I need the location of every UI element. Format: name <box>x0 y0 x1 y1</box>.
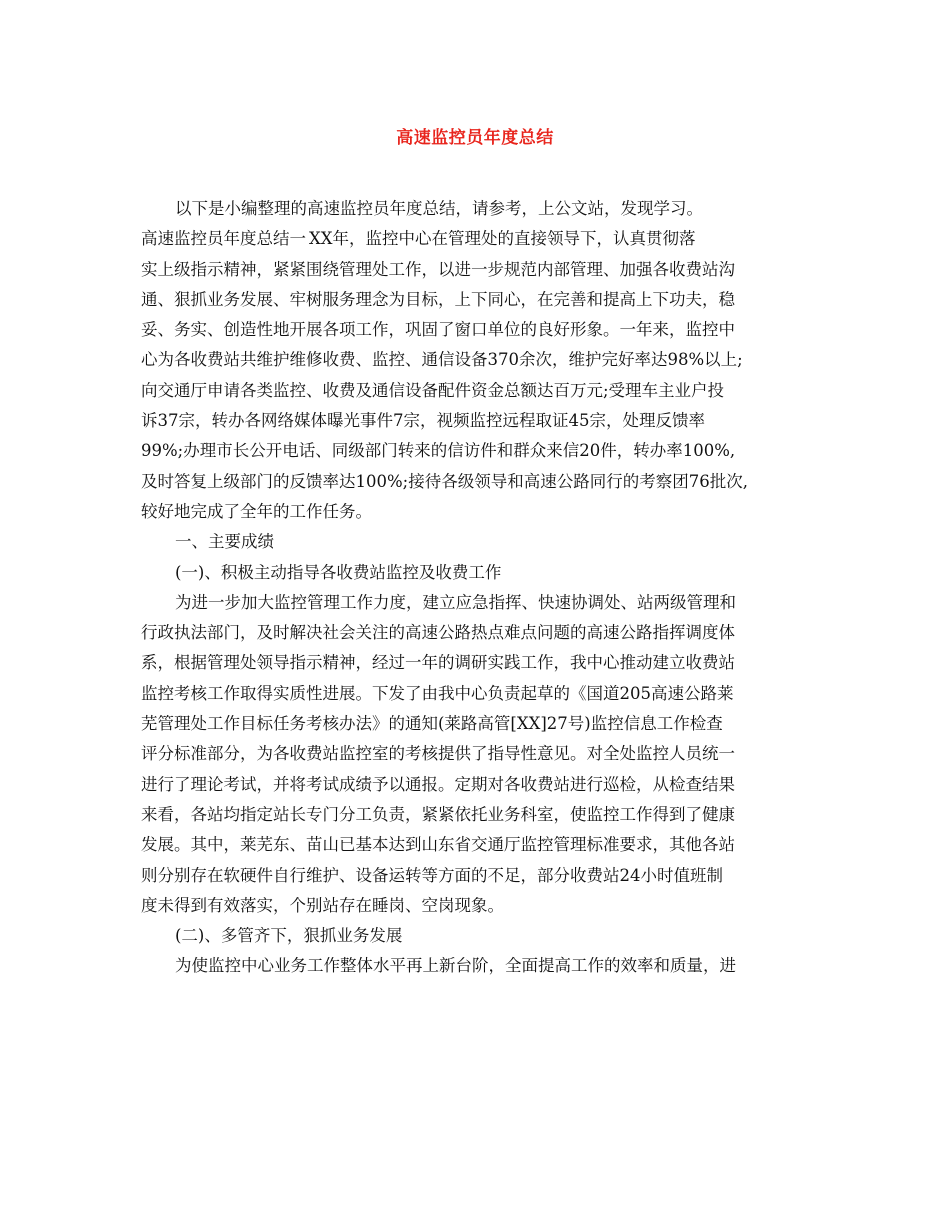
intro-paragraph: 以下是小编整理的高速监控员年度总结，请参考，上公文站，发现学习。 <box>175 199 703 218</box>
paragraph-1-line: 妥、务实、创造性地开展各项工作，巩固了窗口单位的良好形象。一年来，监控中 <box>141 320 735 340</box>
paragraph-2-line: 监控考核工作取得实质性进展。下发了由我中心负责起草的《国道205高速公路莱 <box>141 683 734 703</box>
paragraph-1-line: 通、狠抓业务发展、牢树服务理念为目标，上下同心，在完善和提高上下功夫，稳 <box>141 289 735 309</box>
paragraph-2-line: 为进一步加大监控管理工作力度，建立应急指挥、快速协调处、站两级管理和 <box>175 592 736 612</box>
paragraph-2-line: 则分别存在软硬件自行维护、设备运转等方面的不足，部分收费站24小时值班制 <box>141 865 723 885</box>
paragraph-2-line: 度未得到有效落实，个别站存在睡岗、空岗现象。 <box>141 895 504 915</box>
paragraph-2-line: 系，根据管理处领导指示精神，经过一年的调研实践工作，我中心推动建立收费站 <box>141 653 735 673</box>
paragraph-1-line: 诉37宗，转办各网络媒体曝光事件7宗，视频监控远程取证45宗，处理反馈率 <box>141 411 705 431</box>
paragraph-1-line: 99%;办理市长公开电话、同级部门转来的信访件和群众来信20件，转办率100%, <box>141 441 736 461</box>
section-heading: 一、主要成绩 <box>175 532 274 552</box>
paragraph-1-line: 实上级指示精神，紧紧围绕管理处工作，以进一步规范内部管理、加强各收费站沟 <box>141 259 735 279</box>
section-label: 高速监控员年度总结一 <box>141 229 306 249</box>
paragraph-2-line: 芜管理处工作目标任务考核办法》的通知(莱路高管[XX]27号)监控信息工作检查 <box>141 714 723 734</box>
paragraph-1-line: 心为各收费站共维护维修收费、监控、通信设备370余次，维护完好率达98%以上; <box>141 350 743 370</box>
paragraph-2-line: 发展。其中，莱芜东、苗山已基本达到山东省交通厅监控管理标准要求，其他各站 <box>141 835 735 855</box>
paragraph-1-line: 向交通厅申请各类监控、收费及通信设备配件资金总额达百万元;受理车主业户投 <box>141 380 725 400</box>
subsection-heading: (一)、积极主动指导各收费站监控及收费工作 <box>175 562 502 582</box>
subsection-heading: (二)、多管齐下，狠抓业务发展 <box>175 926 403 946</box>
paragraph-1-line: XX年，监控中心在管理处的直接领导下，认真贯彻落 <box>309 229 696 249</box>
paragraph-1-line: 及时答复上级部门的反馈率达100%;接待各级领导和高速公路同行的考察团76批次, <box>141 471 748 491</box>
document-body <box>141 194 821 982</box>
paragraph-2-line: 进行了理论考试，并将考试成绩予以通报。定期对各收费站进行巡检，从检查结果 <box>141 774 735 794</box>
paragraph-2-line: 来看，各站均指定站长专门分工负责，紧紧依托业务科室，使监控工作得到了健康 <box>141 804 735 824</box>
paragraph-3-line: 为使监控中心业务工作整体水平再上新台阶，全面提高工作的效率和质量，进 <box>175 956 736 976</box>
paragraph-2-line: 评分标准部分，为各收费站监控室的考核提供了指导性意见。对全处监控人员统一 <box>141 744 735 764</box>
paragraph-2-line: 行政执法部门，及时解决社会关注的高速公路热点难点问题的高速公路指挥调度体 <box>141 623 735 643</box>
paragraph-1-line: 较好地完成了全年的工作任务。 <box>141 501 372 521</box>
paragraph-1-first-line <box>141 224 821 254</box>
document-title: 高速监控员年度总结 <box>396 128 554 148</box>
